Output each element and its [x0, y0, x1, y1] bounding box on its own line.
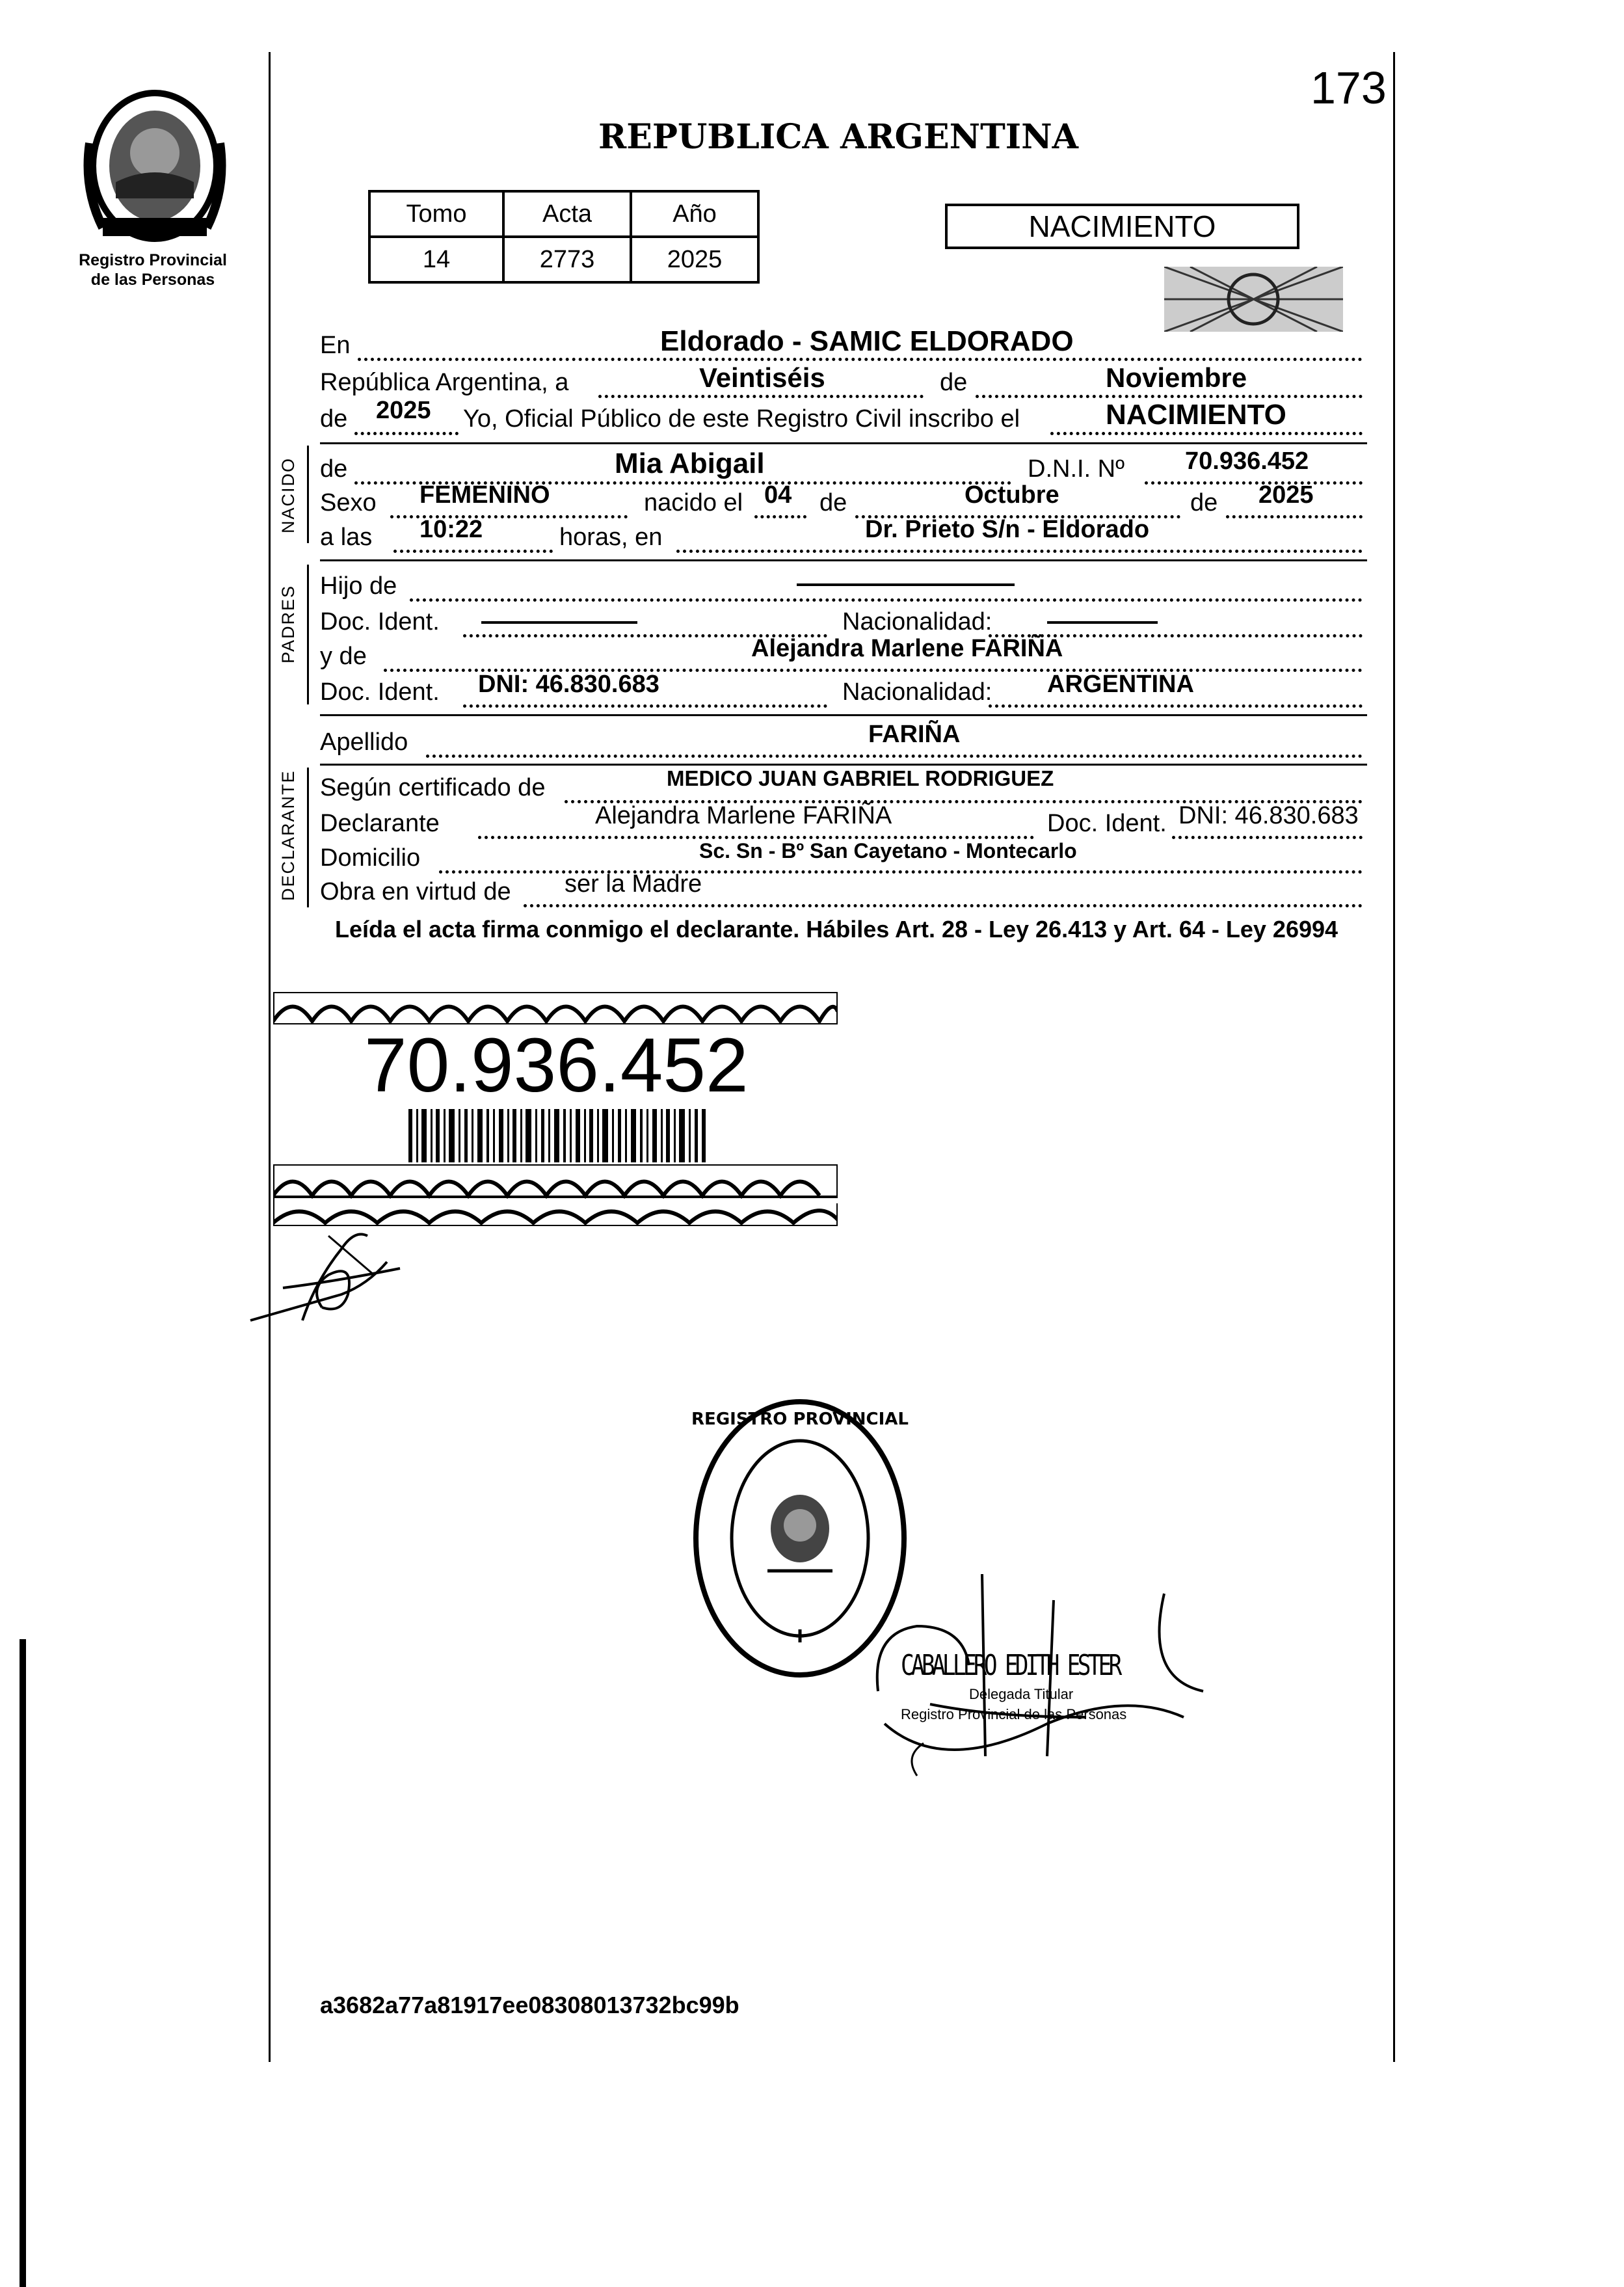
nacido-de-label: de: [320, 455, 348, 483]
father-dots: [410, 598, 1363, 602]
birth-time: 10:22: [419, 516, 483, 543]
document-hash: a3682a77a81917ee08308013732bc99b: [320, 1992, 739, 2018]
apellido-value: FARIÑA: [868, 721, 961, 748]
nac1-label: Nacionalidad:: [842, 608, 992, 635]
declarante-label: Declarante: [320, 810, 440, 837]
security-pattern: [1164, 267, 1343, 332]
mother-nationality: ARGENTINA: [1047, 671, 1194, 698]
en-label: En: [320, 332, 351, 359]
divider-4: [320, 764, 1367, 766]
doc1-struck: [481, 621, 637, 624]
de-label: de: [940, 369, 968, 396]
page-number: 173: [1311, 62, 1387, 113]
a-las-label: a las: [320, 524, 373, 551]
domicilio-label: Domicilio: [320, 844, 421, 872]
child-name: Mia Abigail: [615, 448, 765, 479]
day-value: Veintiséis: [699, 362, 825, 393]
anio-header: Año: [631, 191, 758, 237]
birth-place: Dr. Prieto S/n - Eldorado: [865, 516, 1150, 543]
divider-3: [320, 714, 1367, 716]
nac2-dots: [989, 704, 1363, 708]
country-title: REPUBLICA ARGENTINA: [598, 117, 1079, 157]
doc2-dots: [463, 704, 827, 708]
birth-month: Octubre: [965, 481, 1059, 509]
doc2-label: Doc. Ident.: [320, 678, 440, 706]
left-rule: [269, 52, 271, 2062]
place-value: Eldorado - SAMIC ELDORADO: [660, 325, 1074, 357]
officer-title-2: Registro Provincial de las Personas: [901, 1706, 1127, 1722]
birth-day: 04: [764, 481, 792, 509]
decl-doc-dots: [1172, 836, 1363, 839]
birth-year: 2025: [1258, 481, 1314, 509]
de2-label: de: [819, 489, 847, 516]
officer-title-1: Delegada Titular: [969, 1686, 1074, 1702]
nac2-label: Nacionalidad:: [842, 678, 992, 706]
divider-2: [320, 559, 1367, 561]
officer-name: CABALLERO EDITH ESTER: [901, 1649, 1119, 1682]
de3-label: de: [1190, 489, 1218, 516]
declarante-side-label: DECLARANTE: [278, 769, 298, 901]
anio-value: 2025: [631, 237, 758, 282]
province-logo: [77, 85, 233, 247]
birthplace-dots: [676, 550, 1363, 553]
domicilio-value: Sc. Sn - Bº San Cayetano - Montecarlo: [699, 839, 1077, 863]
logo-caption: Registro Provincial de las Personas: [79, 251, 227, 289]
acta-value: 2773: [503, 237, 631, 282]
sexo-label: Sexo: [320, 489, 377, 516]
nacido-side-label: NACIDO: [278, 457, 298, 533]
cert-label: Según certificado de: [320, 774, 546, 801]
barcode-border-bottom: [273, 1164, 838, 1226]
time-dots: [393, 550, 553, 553]
act-value: NACIMIENTO: [1106, 399, 1286, 431]
left-margin-bar: [20, 1639, 26, 2287]
right-rule: [1393, 52, 1395, 2062]
apellido-dots: [426, 755, 1363, 758]
year-dots: [354, 432, 459, 435]
birthday-dots: [754, 515, 806, 518]
birthyear-dots: [1226, 515, 1363, 518]
padres-side-label: PADRES: [278, 584, 298, 663]
declarant-signature: [244, 1223, 419, 1327]
father-struck: [797, 583, 1015, 586]
nac1-struck: [1047, 621, 1158, 624]
barcode: [408, 1109, 708, 1162]
sexo-value: FEMENINO: [419, 481, 550, 509]
obra-dots: [524, 904, 1363, 907]
apellido-label: Apellido: [320, 729, 408, 756]
decl-doc-label: Doc. Ident.: [1047, 810, 1167, 837]
tomo-header: Tomo: [369, 191, 503, 237]
republica-dots: [598, 395, 924, 398]
mother-doc: DNI: 46.830.683: [478, 671, 659, 698]
child-dni: 70.936.452: [1185, 448, 1309, 475]
en-dots: [358, 358, 1363, 361]
obra-label: Obra en virtud de: [320, 878, 511, 905]
act-dots: [1050, 432, 1363, 435]
declarante-doc: DNI: 46.830.683: [1178, 802, 1359, 829]
barcode-number: 70.936.452: [364, 1023, 749, 1108]
year-value: 2025: [376, 397, 431, 424]
obra-value: ser la Madre: [565, 870, 702, 898]
hijo-label: Hijo de: [320, 572, 397, 600]
de-year-label: de: [320, 405, 348, 433]
svg-text:REGISTRO PROVINCIAL: REGISTRO PROVINCIAL: [691, 1410, 909, 1429]
tomo-value: 14: [369, 237, 503, 282]
barcode-border-top: [273, 992, 838, 1024]
horas-label: horas, en: [559, 524, 663, 551]
nacido-bracket: [307, 446, 309, 543]
month-value: Noviembre: [1106, 362, 1247, 393]
padres-bracket: [307, 565, 309, 704]
doc-type-box: NACIMIENTO: [945, 204, 1299, 249]
republica-label: República Argentina, a: [320, 369, 569, 396]
dni-dots: [1145, 481, 1363, 485]
cert-value: MEDICO JUAN GABRIEL RODRIGUEZ: [667, 766, 1054, 790]
declarante-bracket: [307, 768, 309, 907]
yde-label: y de: [320, 643, 367, 670]
dni-label: D.N.I. Nº: [1028, 455, 1125, 483]
mother-name: Alejandra Marlene FARIÑA: [751, 635, 1063, 662]
tomo-acta-table: [368, 190, 760, 284]
month-dots: [976, 395, 1363, 398]
acta-header: Acta: [503, 191, 631, 237]
nacido-el-label: nacido el: [644, 489, 743, 516]
divider-1: [320, 442, 1367, 444]
declarante-value: Alejandra Marlene FARIÑA: [595, 802, 892, 829]
closing-text: Leída el acta firma conmigo el declarante. Hábiles Art. 28 - Ley 26.413 y Art. 64 - Ley 26994: [335, 916, 1338, 943]
inscribo-text: Yo, Oficial Público de este Registro Civil inscribo el: [463, 405, 1020, 433]
doc1-label: Doc. Ident.: [320, 608, 440, 635]
